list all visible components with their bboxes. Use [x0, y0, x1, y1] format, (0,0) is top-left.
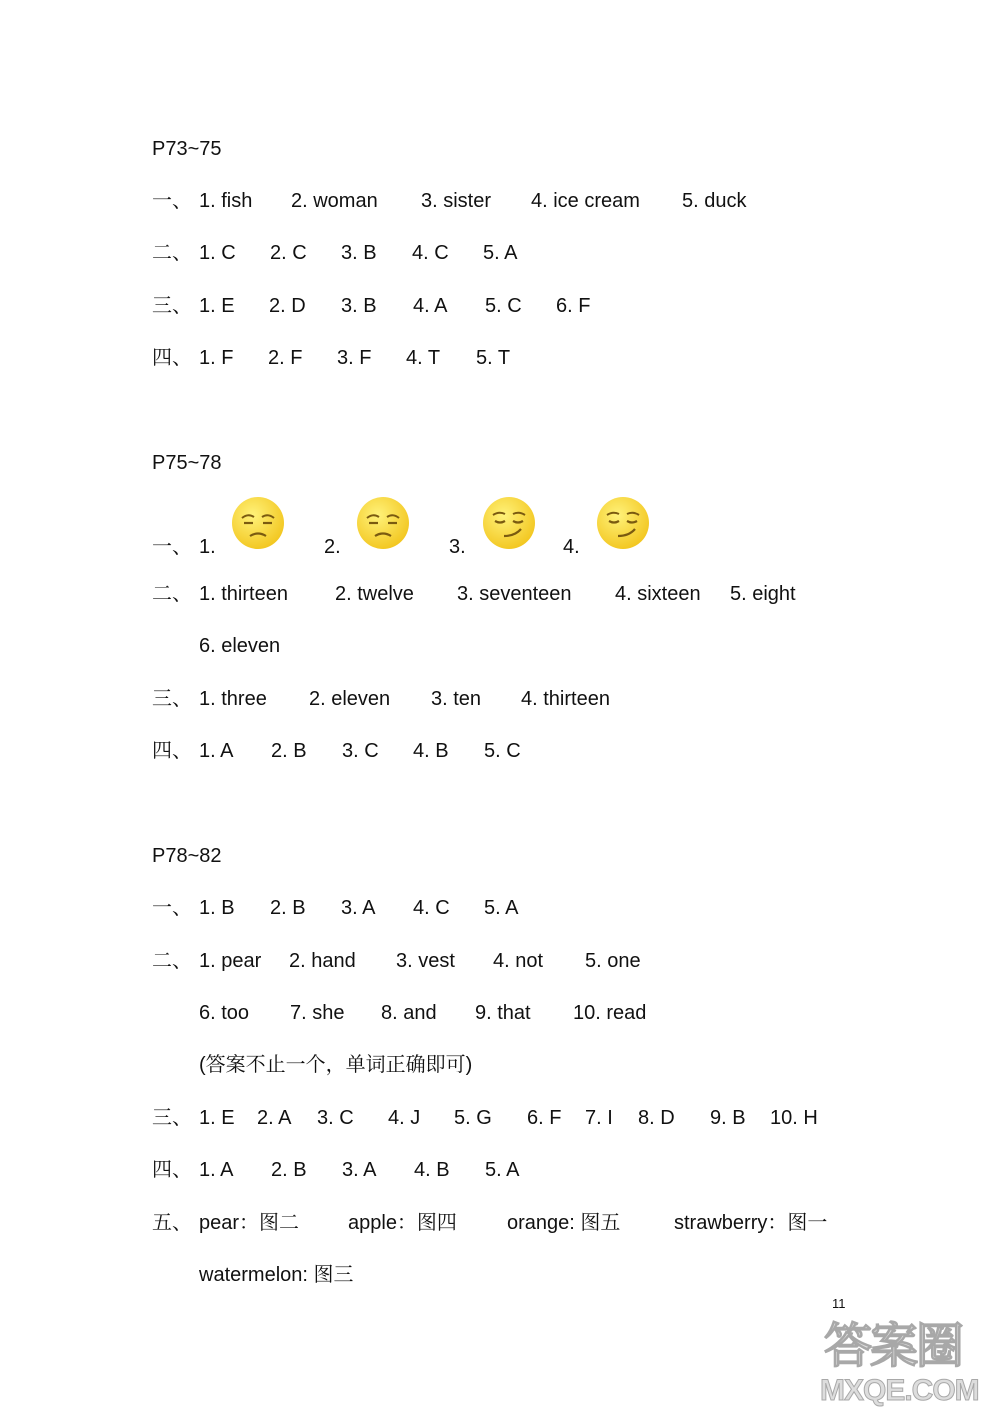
section-heading: P78~82 — [152, 845, 222, 867]
answer-item: 5. one — [585, 950, 641, 972]
answer-item: 4. not — [493, 950, 544, 972]
question-number: 四、 — [152, 347, 192, 369]
unamused-face-icon — [356, 496, 410, 550]
answer-item: 10. H — [770, 1107, 818, 1129]
question-number: 三、 — [152, 688, 192, 710]
answer-item: 1. three — [199, 688, 267, 710]
watermark-text: 答案圈 — [824, 1320, 963, 1373]
answer-item: 8. D — [638, 1107, 675, 1129]
answer-item: 1. B — [199, 897, 235, 919]
question-number: 四、 — [152, 740, 192, 762]
answer-item: 3. F — [337, 347, 372, 369]
unamused-face-icon — [231, 496, 285, 550]
answer-item: 6. too — [199, 1002, 250, 1024]
watermark-logo — [818, 1318, 996, 1412]
answer-item: 5. eight — [730, 583, 796, 605]
answer-item: 2. A — [257, 1107, 292, 1129]
smirking-face-icon — [482, 496, 536, 550]
answer-item: 5. A — [485, 1159, 520, 1181]
answer-item: 3. B — [341, 242, 377, 264]
answer-item: 2. F — [268, 347, 303, 369]
answer-item: 4. T — [406, 347, 441, 369]
page-number: 11 — [832, 1296, 846, 1311]
answer-item: 2. D — [269, 295, 306, 317]
question-number: 二、 — [152, 242, 192, 264]
answer-item: 3. — [449, 536, 466, 558]
answer-item: 2. B — [270, 897, 306, 919]
answer-item: 6. F — [556, 295, 591, 317]
answer-item: 3. C — [342, 740, 379, 762]
answer-item: 1. E — [199, 1107, 235, 1129]
question-number: 三、 — [152, 1107, 192, 1129]
answer-item: pear：图二 — [199, 1212, 300, 1234]
question-number: 二、 — [152, 950, 192, 972]
answer-item: 1. A — [199, 1159, 234, 1181]
answer-item: 4. ice cream — [531, 190, 640, 212]
answer-item: watermelon: 图三 — [199, 1264, 354, 1286]
answer-item: 4. A — [413, 295, 448, 317]
answer-item: 6. eleven — [199, 635, 281, 657]
answer-item: 7. she — [290, 1002, 345, 1024]
answer-item: 4. C — [413, 897, 450, 919]
answer-item: 4. — [563, 536, 580, 558]
answer-item: 2. twelve — [335, 583, 414, 605]
answer-item: 5. C — [485, 295, 522, 317]
answer-item: 2. B — [271, 1159, 307, 1181]
answer-item: 9. that — [475, 1002, 531, 1024]
question-number: 二、 — [152, 583, 192, 605]
answer-item: 6. F — [527, 1107, 562, 1129]
answer-item: strawberry：图一 — [674, 1212, 828, 1234]
answer-item: 1. pear — [199, 950, 262, 972]
section-heading: P73~75 — [152, 138, 222, 160]
answer-item: 4. J — [388, 1107, 421, 1129]
watermark-url: MXQE.COM — [820, 1374, 979, 1407]
answer-item: 2. — [324, 536, 341, 558]
answer-item: 1. F — [199, 347, 234, 369]
answer-item: 5. duck — [682, 190, 747, 212]
answer-item: 4. B — [414, 1159, 450, 1181]
answer-item: 3. A — [341, 897, 376, 919]
answer-item: 2. B — [271, 740, 307, 762]
answer-item: 9. B — [710, 1107, 746, 1129]
question-number: 一、 — [152, 897, 192, 919]
answer-item: 8. and — [381, 1002, 437, 1024]
section-heading: P75~78 — [152, 452, 222, 474]
answer-item: 1. thirteen — [199, 583, 288, 605]
answer-item: 4. C — [412, 242, 449, 264]
answer-item: apple：图四 — [348, 1212, 457, 1234]
answer-item: 1. A — [199, 740, 234, 762]
answer-item: 3. A — [342, 1159, 377, 1181]
answer-item: 3. vest — [396, 950, 455, 972]
question-number: 一、 — [152, 190, 192, 212]
answer-item: 5. C — [484, 740, 521, 762]
smirking-face-icon — [596, 496, 650, 550]
answer-item: 5. A — [484, 897, 519, 919]
question-number: 三、 — [152, 295, 192, 317]
answer-item: 1. fish — [199, 190, 253, 212]
question-number: 一、 — [152, 536, 192, 558]
answer-item: 2. woman — [291, 190, 378, 212]
answer-item: 4. B — [413, 740, 449, 762]
question-number: 四、 — [152, 1159, 192, 1181]
answer-item: 10. read — [573, 1002, 647, 1024]
answer-item: 2. C — [270, 242, 307, 264]
answer-item: 1. C — [199, 242, 236, 264]
answer-item: 1. E — [199, 295, 235, 317]
answer-item: orange: 图五 — [507, 1212, 621, 1234]
answer-item: 3. C — [317, 1107, 354, 1129]
answer-item: 7. I — [585, 1107, 613, 1129]
answer-item: 3. seventeen — [457, 583, 572, 605]
answer-item: 3. B — [341, 295, 377, 317]
answer-item: 2. eleven — [309, 688, 391, 710]
answer-item: 4. sixteen — [615, 583, 701, 605]
question-number: 五、 — [152, 1212, 192, 1234]
answer-item: 3. ten — [431, 688, 482, 710]
answer-item: 5. G — [454, 1107, 492, 1129]
answer-item: 3. sister — [421, 190, 492, 212]
answer-item: 1. — [199, 536, 216, 558]
answer-item: 2. hand — [289, 950, 356, 972]
answer-item: 5. T — [476, 347, 511, 369]
answer-note: (答案不止一个，单词正确即可) — [199, 1054, 473, 1076]
answer-item: 4. thirteen — [521, 688, 610, 710]
answer-item: 5. A — [483, 242, 518, 264]
